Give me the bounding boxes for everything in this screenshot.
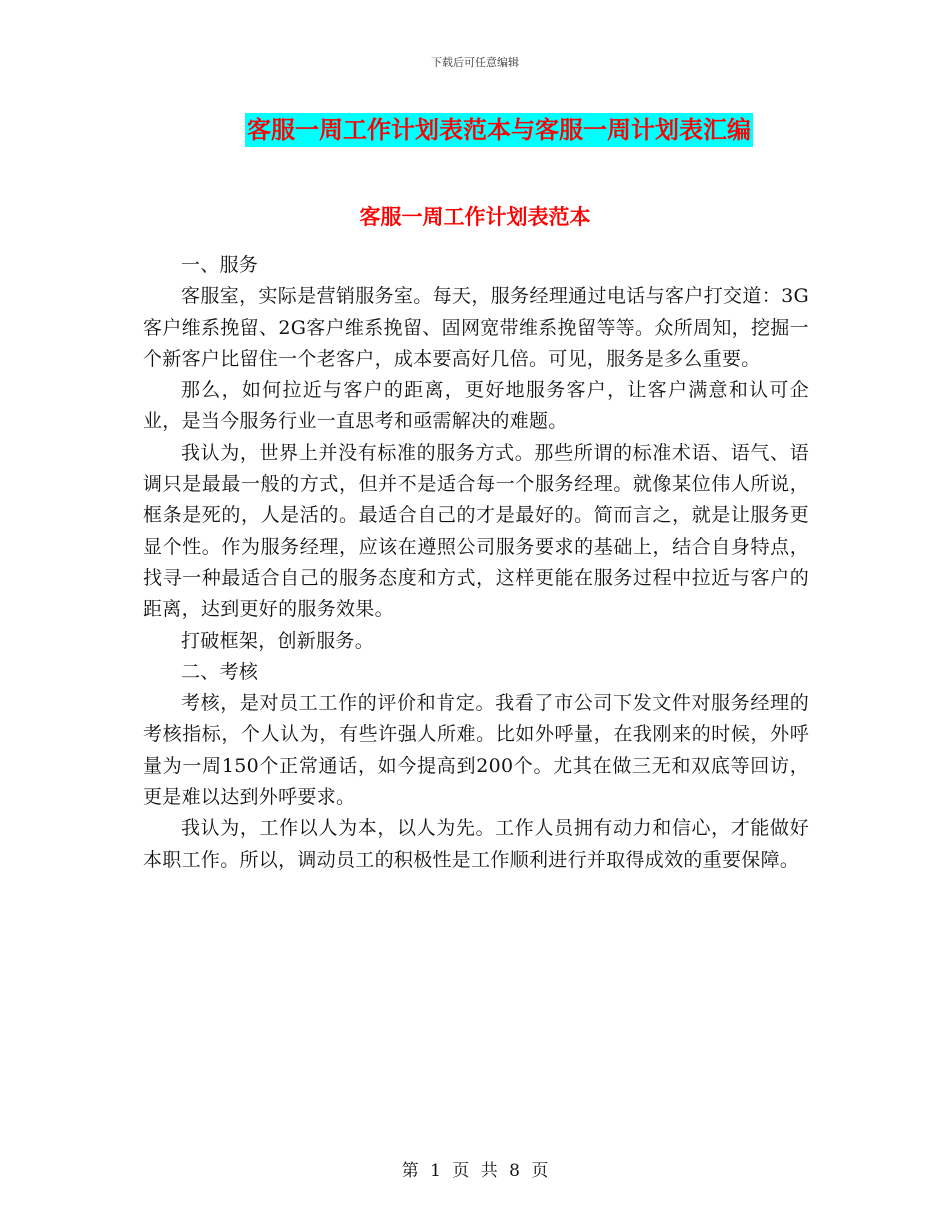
main-title-text: 客服一周工作计划表范本与客服一周计划表汇编 xyxy=(245,113,753,147)
heading-assessment: 二、考核 xyxy=(181,660,259,683)
page-footer: 第 1 页 共 8 页 xyxy=(401,1161,549,1181)
paragraph: 打破框架，创新服务。 xyxy=(181,629,375,652)
section-title: 客服一周工作计划表范本 xyxy=(359,205,591,229)
paragraph: 那么，如何拉近与客户的距离，更好地服务客户，让客户满意和认可企业，是当今服务行业一直思考和亟需解决的难题。 xyxy=(143,379,809,433)
body-text xyxy=(143,250,809,876)
paragraph: 考核，是对员工工作的评价和肯定。我看了市公司下发文件对服务经理的考核指标，个人认为，有些许强人所难。比如外呼量，在我刚来的时候，外呼量为一周150个正常通话，如今提高到200个。尤其在做三无和双底等回访，更是难以达到外呼要求。 xyxy=(143,692,809,809)
main-title xyxy=(0,113,950,147)
paragraph: 客服室，实际是营销服务室。每天，服务经理通过电话与客户打交道：3G客户维系挽留、2G客户维系挽留、固网宽带维系挽留等等。众所周知，挖掘一个新客户比留住一个老客户，成本要高好几倍。可见，服务是多么重要。 xyxy=(143,285,809,370)
paragraph: 我认为，工作以人为本，以人为先。工作人员拥有动力和信心，才能做好本职工作。所以，调动员工的积极性是工作顺利进行并取得成效的重要保障。 xyxy=(143,817,809,871)
header-note: 下载后可任意编辑 xyxy=(431,56,519,69)
paragraph: 我认为，世界上并没有标准的服务方式。那些所谓的标准术语、语气、语调只是最最一般的方式，但并不是适合每一个服务经理。就像某位伟人所说，框条是死的，人是活的。最适合自己的才是最好的。简而言之，就是让服务更显个性。作为服务经理，应该在遵照公司服务要求的基础上，结合自身特点，找寻一种最适合自己的服务态度和方式，这样更能在服务过程中拉近与客户的距离，达到更好的服务效果。 xyxy=(143,441,809,621)
heading-service: 一、服务 xyxy=(181,254,259,276)
